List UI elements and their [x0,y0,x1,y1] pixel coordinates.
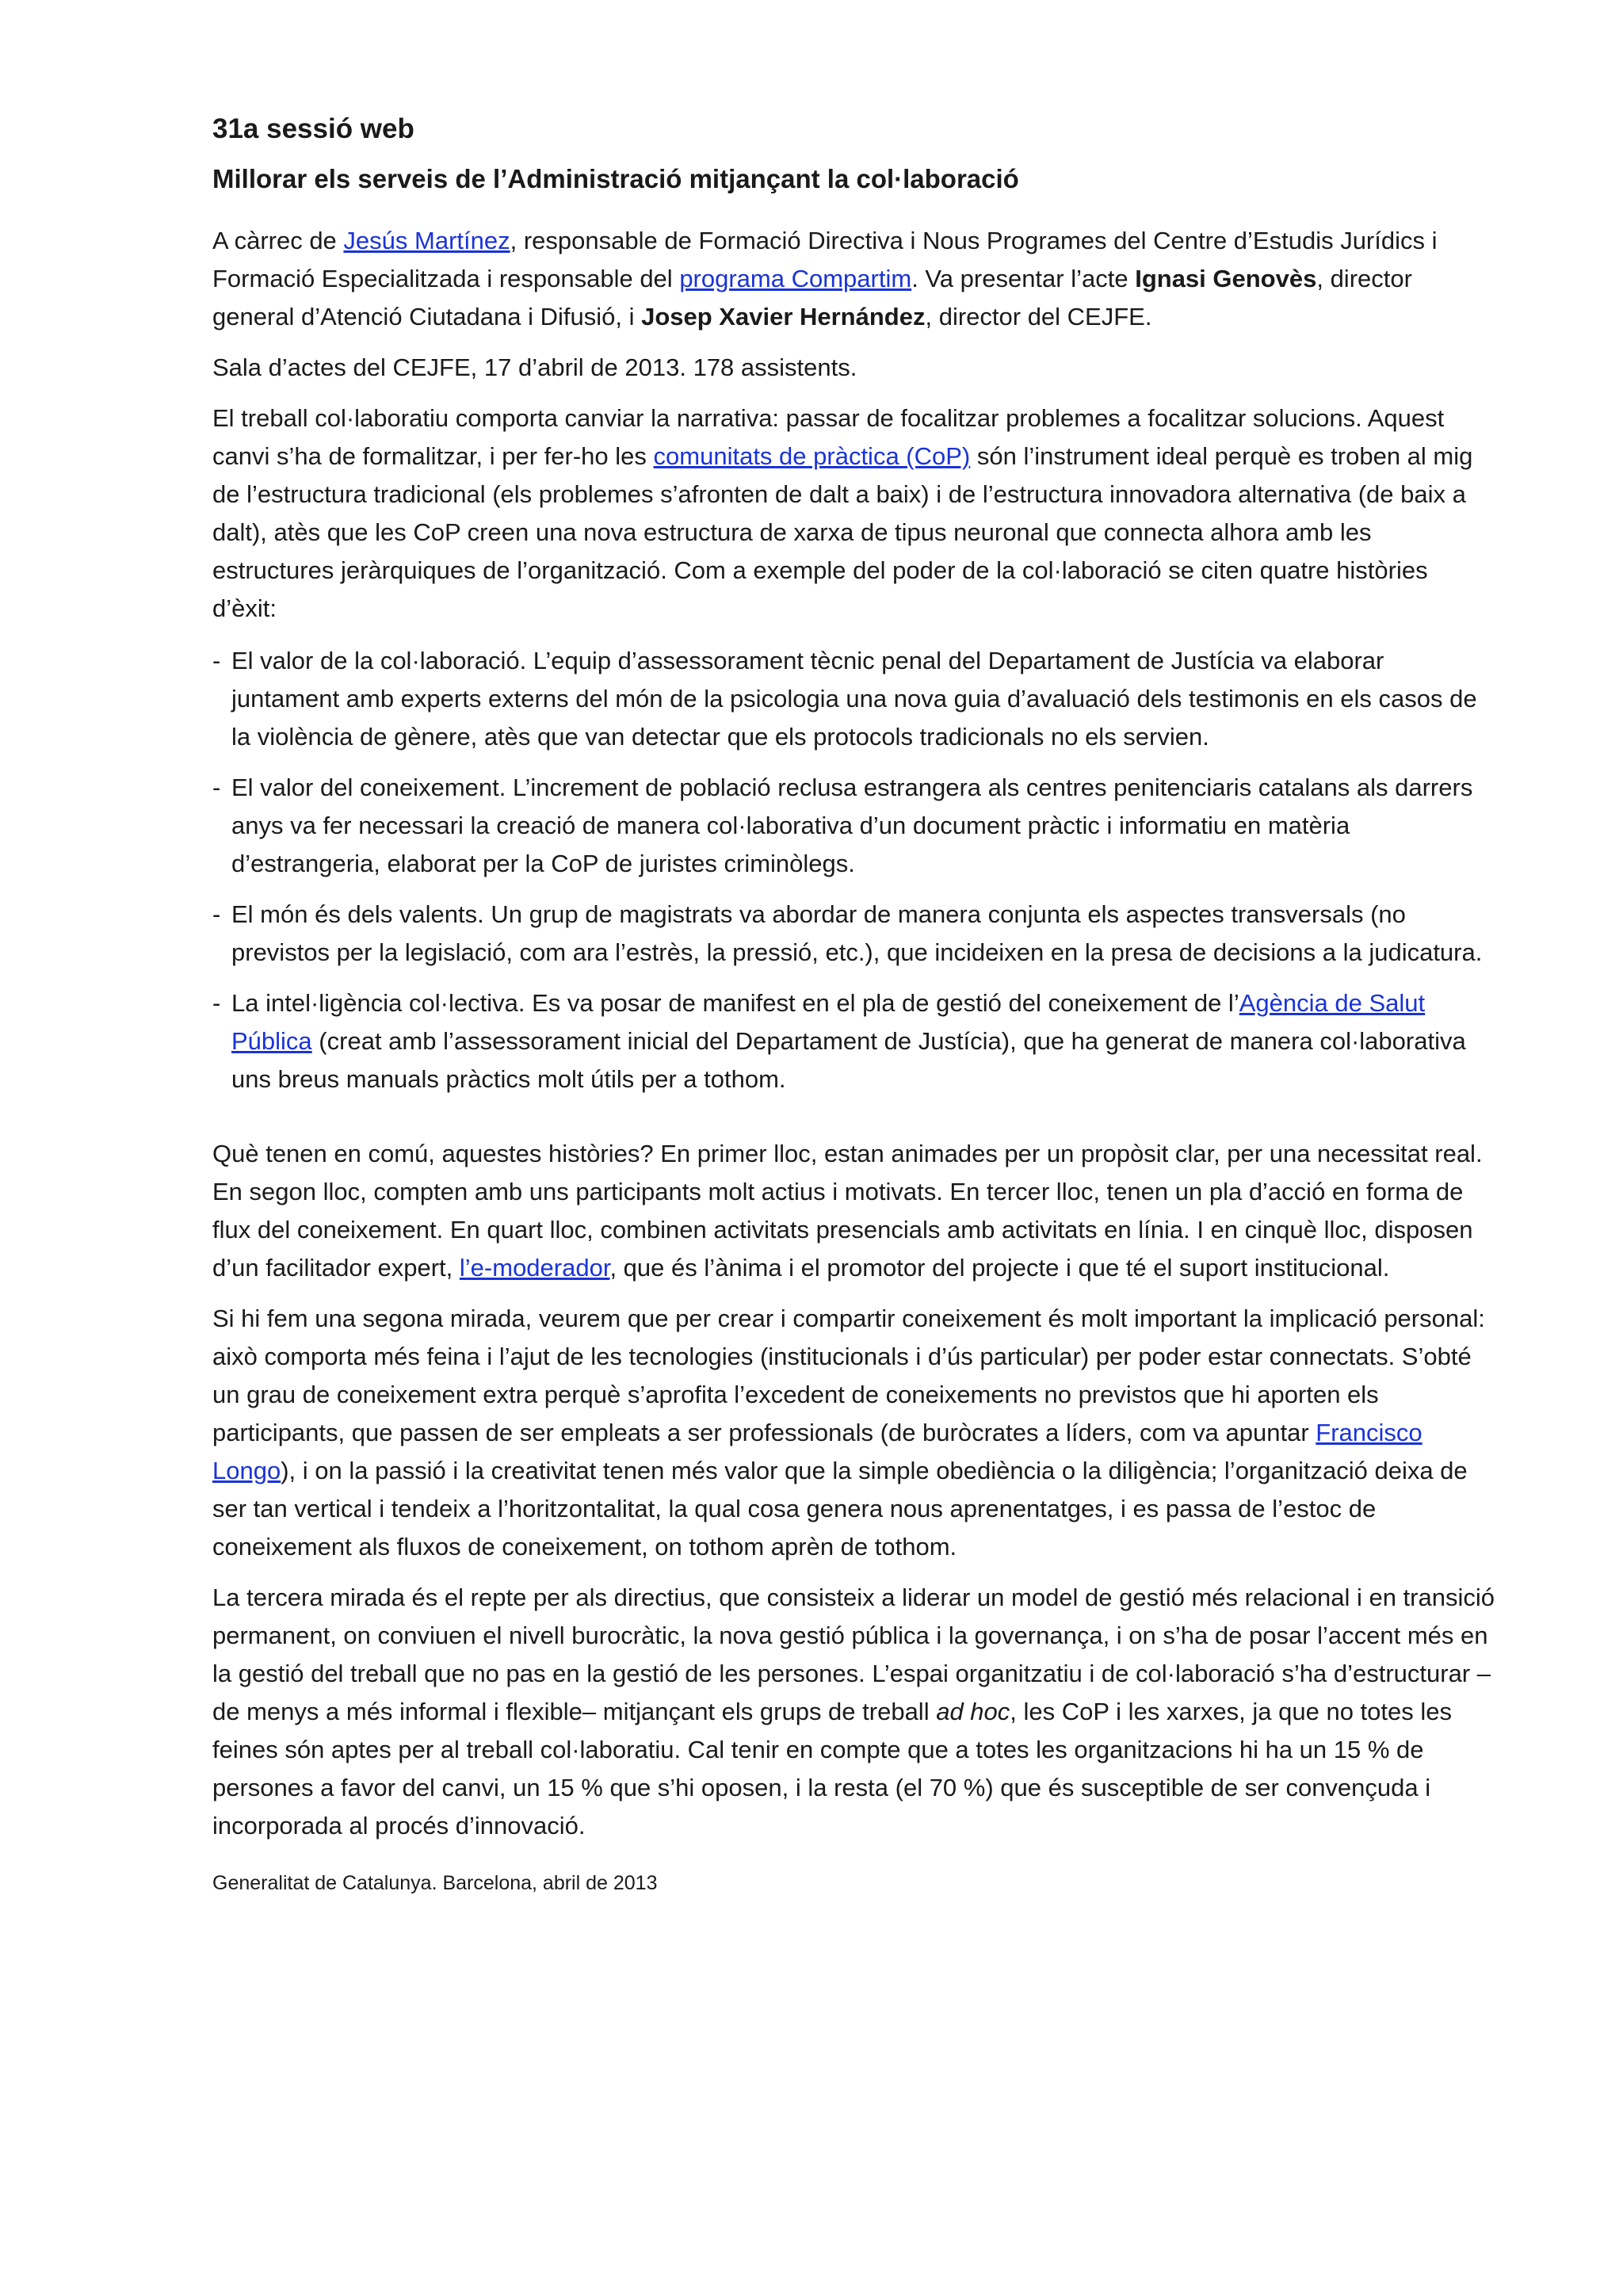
paragraph-common-traits [212,1135,1496,1287]
para4-text-1: La tercera mirada és el repte per als directius, que consisteix a liderar un model de gestió més relacional i en transició permanent, on conviuen el nivell burocràtic, la nova gestió pública i la governança, i on s’ha de posar l’accent més en la gestió del treball que no pas en la gestió de les persones. L’espai organitzatiu i de col·laboració s’ha d’estructurar –de menys a més informal i flexible– mitjançant els grups de treball [212,1584,1495,1726]
spacer [212,1111,1496,1135]
list-dash: - [212,900,221,929]
session-title: 31a sessió web [212,113,414,144]
director-name: Josep Xavier Hernández [641,303,926,331]
story-text: La intel·ligència col·lectiva. Es va posar de manifest en el pla de gestió del coneixement de l’ [231,989,1239,1018]
list-item [212,984,1496,1098]
para3-text-2: ), i on la passió i la creativitat tenen més valor que la simple obediència o la diligència; l’organització deixa de ser tan vertical i tendeix a l’horitzontalitat, la qual cosa genera nous aprenentatges, i es passa de l’estoc de coneixement als fluxos de coneixement, on tothom aprèn de tothom. [212,1457,1468,1561]
list-item [212,896,1496,972]
story-text: El valor de la col·laboració. L’equip d’assessorament tècnic penal del Departament de Justícia va elaborar juntament amb experts externs del món de la psicologia una nova guia d’avaluació dels testimonis en els casos de la violència de gènere, atès que van detectar que els protocols tradicionals no els servien. [231,647,1477,751]
para3-text-1: Si hi fem una segona mirada, veurem que per crear i compartir coneixement és molt important la implicació personal: això comporta més feina i l’ajut de les tecnologies (institucionals i d’ús particular) per poder estar connectats. S’obté un grau de coneixement extra perquè s’aprofita l’excedent de coneixements no previstos que hi aporten els participants, que passen de ser empleats a ser professionals (de buròcrates a líders, com va apuntar [212,1305,1485,1447]
venue-line: Sala d’actes del CEJFE, 17 d’abril de 2013. 178 assistents. [212,353,857,382]
intro-text-1: A càrrec de [212,227,344,255]
success-stories-list [212,642,1496,1098]
e-moderador-link[interactable]: l’e-moderador [459,1254,610,1282]
programa-compartim-link[interactable]: programa Compartim [679,265,912,293]
para1-text-1: El treball col·laboratiu comporta canviar la narrativa: passar de focalitzar problemes a focalitzar solucions. Aquest canvi s’ha de formalitzar, i per fer-ho les [212,404,1445,471]
presenter-name: Ignasi Genovès [1135,265,1317,293]
session-subtitle: Millorar els serveis de l’Administració mitjançant la col·laboració [212,163,1019,193]
document-footer: Generalitat de Catalunya. Barcelona, abril de 2013 [212,1872,658,1895]
francisco-longo-link[interactable]: Francisco Longo [212,1419,1423,1485]
para1-text-2: són l’instrument ideal perquè es troben al mig de l’estructura tradicional (els problemes s’afronten de dalt a baix) i de l’estructura innovadora alternativa (de baix a dalt), atès que les CoP creen una nova estructura de xarxa de tipus neuronal que connecta alhora amb les estructures jeràrquiques de l’organització. Com a exemple del poder de la col·laboració se citen quatre històries d’èxit: [212,442,1473,623]
agencia-salut-publica-link[interactable]: Agència de Salut Pública [231,989,1426,1056]
list-dash: - [212,989,221,1018]
story-text: El món és dels valents. Un grup de magistrats va abordar de manera conjunta els aspectes transversals (no previstos per la legislació, com ara l’estrès, la pressió, etc.), que incideixen en la presa de decisions a la judicatura. [231,900,1483,967]
paragraph-third-look [212,1579,1496,1845]
document-page [212,111,1496,1897]
intro-text-4: , director general d’Atenció Ciutadana i Difusió, i [212,265,1412,331]
comunitats-practica-link[interactable]: comunitats de pràctica (CoP) [653,442,971,471]
list-item [212,769,1496,883]
intro-paragraph [212,222,1496,336]
para2-text-1: Què tenen en comú, aquestes històries? En primer lloc, estan animades per un propòsit clar, per una necessitat real. En segon lloc, compten amb uns participants molt actius i motivats. En tercer lloc, tenen un pla d’acció en forma de flux del coneixement. En quart lloc, combinen activitats presencials amb activitats en línia. I en cinquè lloc, disposen d’un facilitador expert, [212,1140,1483,1282]
list-dash: - [212,774,221,802]
jesus-martinez-link[interactable]: Jesús Martínez [343,227,510,255]
paragraph-narrative [212,399,1496,628]
para4-text-2: , les CoP i les xarxes, ja que no totes les feines són aptes per al treball col·laboratiu. Cal tenir en compte que a totes les organitzacions hi ha un 15 % de persones a favor del canvi, un 15 % que s’hi oposen, i la resta (el 70 %) que és susceptible de ser convençuda i incorporada al procés d’innovació. [212,1698,1452,1840]
intro-text-2: , responsable de Formació Directiva i Nous Programes del Centre d’Estudis Jurídics i Formació Especialitzada i responsable del [212,227,1438,293]
intro-text-5: , director del CEJFE. [925,303,1152,331]
story-text: El valor del coneixement. L’increment de població reclusa estrangera als centres penitenciaris catalans als darrers anys va fer necessari la creació de manera col·laborativa d’un document pràctic i informatiu en matèria d’estrangeria, elaborat per la CoP de juristes criminòlegs. [231,774,1473,878]
list-dash: - [212,647,221,675]
intro-text-3: . Va presentar l’acte [911,265,1136,293]
para2-text-2: , que és l’ànima i el promotor del projecte i que té el suport institucional. [609,1254,1390,1282]
story-text: (creat amb l’assessorament inicial del Departament de Justícia), que ha generat de manera col·laborativa uns breus manuals pràctics molt útils per a tothom. [231,1027,1466,1094]
paragraph-second-look [212,1300,1496,1566]
ad-hoc-emphasis: ad hoc [936,1698,1010,1726]
list-item [212,642,1496,756]
